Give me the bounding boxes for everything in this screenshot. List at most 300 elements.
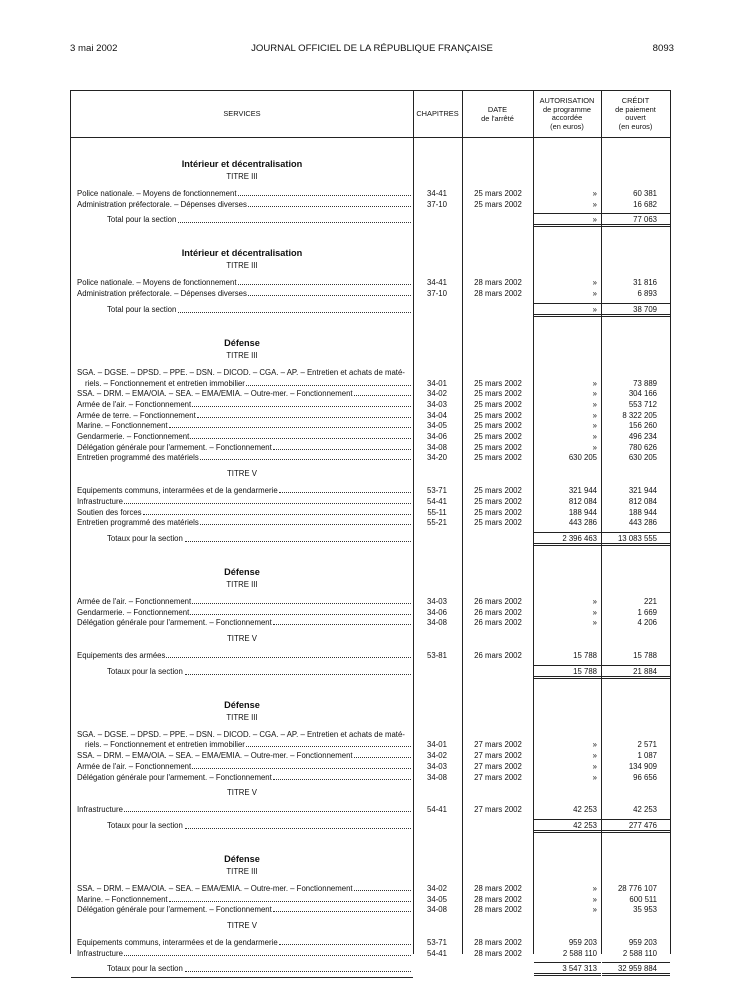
total-credit: 21 884 [633, 666, 657, 676]
service-label: Délégation générale pour l'armement. – Fonctionnement [77, 905, 272, 915]
chapitre-cell: 53-71 [427, 486, 447, 496]
table-row [71, 199, 670, 210]
table-row [71, 883, 670, 894]
dot-leader [178, 304, 411, 313]
date-cell: 28 mars 2002 [474, 948, 522, 958]
service-cell [85, 739, 411, 750]
dot-leader [200, 517, 411, 525]
date-cell: 26 mars 2002 [474, 618, 522, 628]
service-cell [77, 388, 411, 399]
titre-heading: TITRE III [226, 712, 258, 722]
total-label: Totaux pour la section [107, 533, 183, 543]
table-row [71, 277, 670, 288]
dot-leader [192, 596, 411, 604]
chapitre-cell: 34-41 [427, 189, 447, 198]
date-cell: 26 mars 2002 [474, 596, 522, 606]
date-cell: 28 mars 2002 [474, 894, 522, 904]
service-cell [77, 729, 411, 740]
total-autorisation: » [592, 215, 597, 225]
dot-leader [354, 883, 411, 891]
dot-leader [279, 485, 411, 493]
autorisation-cell: 959 203 [568, 938, 597, 947]
section-title: Défense [224, 853, 260, 864]
date-cell: 25 mars 2002 [474, 486, 522, 496]
chapitre-cell: 34-08 [427, 618, 447, 628]
service-label: Soutien des forces [77, 507, 142, 517]
chapitre-cell: 53-81 [427, 651, 447, 660]
autorisation-cell: » [592, 442, 597, 452]
col-header-date-line1: DATE [487, 105, 508, 114]
section-title: Défense [224, 337, 260, 348]
page-header [70, 43, 674, 57]
date-cell: 25 mars 2002 [474, 410, 522, 420]
service-cell [77, 288, 411, 299]
date-cell: 28 mars 2002 [474, 883, 522, 893]
date-cell: 25 mars 2002 [474, 378, 522, 388]
credit-cell: 15 788 [633, 651, 657, 660]
chapitre-cell: 54-41 [427, 805, 447, 815]
total-label: Totaux pour la section [107, 820, 183, 830]
dot-leader [238, 277, 411, 285]
service-label: Armée de l'air. – Fonctionnement [77, 761, 192, 771]
credit-cell: 188 944 [628, 507, 657, 517]
autorisation-cell: » [592, 740, 597, 750]
service-cell [77, 804, 411, 815]
total-rule [602, 962, 670, 976]
service-label: riels. – Fonctionnement et entretien immobilier [85, 378, 245, 388]
service-label: Gendarmerie. – Fonctionnement [77, 607, 190, 617]
date-cell: 25 mars 2002 [474, 453, 522, 463]
titre-heading: TITRE V [227, 921, 257, 930]
credit-cell: 304 166 [628, 389, 657, 399]
titre-heading: TITRE III [226, 172, 258, 181]
autorisation-cell: » [592, 378, 597, 388]
dot-leader [169, 894, 411, 902]
service-label: Délégation générale pour l'armement. – Fonctionnement [77, 442, 272, 452]
dot-leader [246, 739, 411, 747]
col-header-autorisation-line4: (en euros) [550, 121, 584, 131]
chapitre-cell: 54-41 [427, 948, 447, 958]
chapitre-cell: 34-02 [427, 389, 447, 399]
service-cell [77, 399, 411, 410]
table-row [71, 452, 670, 463]
dot-leader [178, 214, 411, 223]
dot-leader [248, 288, 411, 296]
table-row [71, 485, 670, 496]
table-row [71, 188, 670, 199]
table-row [71, 894, 670, 905]
col-header-credit-line1: CRÉDIT [621, 96, 650, 105]
credit-cell: 1 669 [637, 607, 657, 617]
dot-leader [200, 452, 411, 460]
service-cell [77, 607, 411, 618]
table-row [71, 937, 670, 948]
dot-leader [124, 948, 411, 956]
table-row [71, 729, 670, 740]
date-cell: 25 mars 2002 [474, 389, 522, 399]
service-label: SGA. – DGSE. – DPSD. – PPE. – DSN. – DICOD. – CGA. – AP. – Entretien et achats de maté- [77, 729, 405, 739]
credit-cell: 321 944 [628, 486, 657, 496]
credit-cell: 31 816 [633, 278, 657, 288]
autorisation-cell: » [592, 894, 597, 904]
credit-cell: 60 381 [633, 189, 657, 198]
total-autorisation: » [592, 304, 597, 314]
table-row [71, 761, 670, 772]
titre-heading: TITRE V [227, 469, 257, 479]
service-label: Administration préfectorale. – Dépenses diverses [77, 289, 247, 299]
dot-leader [185, 963, 411, 972]
autorisation-cell: 188 944 [568, 507, 597, 517]
col-header-credit-line4: (en euros) [618, 121, 653, 131]
service-label: Armée de terre. – Fonctionnement [77, 410, 196, 420]
autorisation-cell: » [592, 389, 597, 399]
autorisation-cell: » [592, 596, 597, 606]
dot-leader [185, 666, 411, 675]
dot-leader [246, 378, 411, 386]
section-title: Intérieur et décentralisation [181, 248, 303, 259]
credit-cell: 2 571 [637, 740, 657, 750]
table-row [71, 617, 670, 628]
autorisation-cell: » [592, 278, 597, 288]
total-rule [534, 665, 601, 679]
autorisation-cell: 15 788 [573, 651, 597, 660]
total-autorisation: 3 547 313 [562, 964, 597, 974]
credit-cell: 134 909 [628, 761, 657, 771]
service-label: Police nationale. – Moyens de fonctionnement [77, 278, 237, 288]
chapitre-cell: 34-04 [427, 410, 447, 420]
dot-leader [124, 804, 411, 812]
journal-title: JOURNAL OFFICIEL DE LA RÉPUBLIQUE FRANÇAISE [251, 43, 493, 54]
section-title: Défense [224, 566, 260, 577]
autorisation-cell: » [592, 883, 597, 893]
chapitre-cell: 34-05 [427, 894, 447, 904]
table-row [71, 410, 670, 421]
service-label: SSA. – DRM. – EMA/OIA. – SEA. – EMA/EMIA. – Outre-mer. – Fonctionnement [77, 883, 353, 893]
chapitre-cell: 34-08 [427, 905, 447, 915]
credit-cell: 443 286 [628, 518, 657, 528]
dot-leader [273, 904, 411, 912]
total-autorisation: 15 788 [573, 666, 597, 676]
titre-heading: TITRE III [226, 261, 258, 271]
dot-leader [273, 442, 411, 450]
autorisation-cell: » [592, 618, 597, 628]
service-label: Infrastructure [77, 948, 123, 958]
col-header-credit-line2: de paiement [615, 104, 656, 114]
service-cell [77, 937, 411, 948]
service-cell [77, 772, 411, 783]
dot-leader [197, 410, 411, 418]
chapitre-cell: 34-02 [427, 883, 447, 893]
col-header-autorisation-line2: de programme [542, 104, 592, 114]
table-row [71, 904, 670, 915]
total-credit: 77 063 [633, 215, 657, 225]
page-number: 8093 [652, 43, 674, 54]
table-row [71, 496, 670, 507]
service-label: Police nationale. – Moyens de fonctionnement [77, 189, 237, 198]
table-row [71, 607, 670, 618]
date-cell: 28 mars 2002 [474, 278, 522, 288]
date-cell: 27 mars 2002 [474, 751, 522, 761]
service-cell [77, 199, 411, 210]
dot-leader [273, 772, 411, 780]
total-rule [602, 819, 670, 833]
date-cell: 27 mars 2002 [474, 761, 522, 771]
autorisation-cell: » [592, 905, 597, 915]
autorisation-cell: 321 944 [568, 486, 597, 496]
chapitre-cell: 55-11 [427, 507, 447, 517]
total-rule [602, 532, 670, 546]
date-cell: 26 mars 2002 [474, 651, 522, 660]
dot-leader [354, 750, 411, 758]
service-label: SSA. – DRM. – EMA/OIA. – SEA. – EMA/EMIA. – Outre-mer. – Fonctionnement [77, 389, 353, 399]
credit-cell: 73 889 [633, 378, 657, 388]
service-label: Gendarmerie. – Fonctionnement [77, 432, 190, 441]
total-credit: 38 709 [633, 304, 657, 314]
col-header-credit-line3: ouvert [625, 113, 646, 123]
col-header-autorisation-line1: AUTORISATION [539, 96, 595, 105]
total-rule [602, 303, 670, 317]
service-cell [77, 894, 411, 905]
table-row [71, 367, 670, 378]
credit-cell: 156 260 [628, 421, 657, 431]
dot-leader [192, 761, 411, 769]
service-cell [77, 431, 411, 442]
total-credit: 32 959 884 [617, 964, 657, 974]
chapitre-cell: 34-01 [427, 740, 447, 750]
total-label-cell [107, 666, 411, 678]
total-label-cell [107, 304, 411, 316]
service-label: Equipements communs, interarmées et de la gendarmerie [77, 486, 278, 496]
table-row [71, 420, 670, 431]
service-cell [77, 485, 411, 496]
autorisation-cell: » [592, 399, 597, 409]
date-cell: 27 mars 2002 [474, 740, 522, 750]
chapitre-cell: 34-20 [427, 453, 447, 463]
date-cell: 27 mars 2002 [474, 805, 522, 815]
date-cell: 25 mars 2002 [474, 199, 522, 209]
credit-cell: 496 234 [628, 432, 657, 441]
table-row [71, 772, 670, 783]
service-cell [77, 617, 411, 628]
dot-leader [354, 388, 411, 396]
service-label: Délégation générale pour l'armement. – Fonctionnement [77, 772, 272, 782]
service-cell [77, 750, 411, 761]
table-row [71, 431, 670, 442]
chapitre-cell: 34-06 [427, 432, 447, 441]
credit-cell: 812 084 [628, 496, 657, 506]
total-label: Totaux pour la section [107, 964, 183, 974]
credit-cell: 16 682 [633, 199, 657, 209]
autorisation-cell: » [592, 289, 597, 299]
chapitre-cell: 34-02 [427, 751, 447, 761]
service-cell [77, 367, 411, 378]
total-label-cell [107, 214, 411, 226]
dot-leader [143, 507, 411, 515]
col-header-services: SERVICES [223, 109, 261, 118]
date-cell: 28 mars 2002 [474, 938, 522, 947]
service-cell [77, 596, 411, 607]
service-label: SSA. – DRM. – EMA/OIA. – SEA. – EMA/EMIA. – Outre-mer. – Fonctionnement [77, 751, 353, 761]
table-row [71, 388, 670, 399]
date-cell: 26 mars 2002 [474, 607, 522, 617]
col-header-credit [601, 97, 670, 131]
date-cell: 25 mars 2002 [474, 507, 522, 517]
service-label: SGA. – DGSE. – DPSD. – PPE. – DSN. – DICOD. – CGA. – AP. – Entretien et achats de maté- [77, 367, 405, 377]
titre-heading: TITRE III [226, 579, 258, 589]
chapitre-cell: 55-21 [427, 518, 447, 528]
autorisation-cell: » [592, 410, 597, 420]
credit-cell: 780 626 [628, 442, 657, 452]
chapitre-cell: 34-08 [427, 442, 447, 452]
service-cell [77, 410, 411, 421]
dot-leader [169, 420, 411, 428]
service-label: Equipements des armées [77, 651, 166, 660]
autorisation-cell: 42 253 [573, 805, 597, 815]
service-label: Armée de l'air. – Fonctionnement [77, 399, 192, 409]
date-cell: 25 mars 2002 [474, 518, 522, 528]
autorisation-cell: » [592, 772, 597, 782]
col-header-date-line2: de l'arrêté [481, 113, 514, 123]
credit-cell: 630 205 [628, 453, 657, 463]
dot-leader [190, 607, 411, 615]
credit-cell: 553 712 [628, 399, 657, 409]
service-cell [77, 188, 411, 199]
credit-cell: 4 206 [637, 618, 657, 628]
total-label-cell [107, 963, 411, 975]
service-cell [77, 507, 411, 518]
autorisation-cell: » [592, 421, 597, 431]
credit-cell: 2 588 110 [622, 948, 657, 958]
col-header-date [462, 106, 533, 123]
credit-cell: 96 656 [633, 772, 657, 782]
dot-leader [185, 820, 411, 829]
dot-leader [238, 188, 411, 196]
table-row [71, 804, 670, 815]
total-rule [602, 213, 670, 227]
dot-leader [166, 650, 411, 658]
service-label: Equipements communs, interarmées et de la gendarmerie [77, 938, 278, 947]
chapitre-cell: 53-71 [427, 938, 447, 947]
service-label: Marine. – Fonctionnement [77, 894, 168, 904]
titre-heading: TITRE III [226, 350, 258, 360]
credit-cell: 959 203 [628, 938, 657, 947]
service-label: Armée de l'air. – Fonctionnement [77, 596, 192, 606]
total-label: Total pour la section [107, 304, 177, 314]
date-cell: 25 mars 2002 [474, 421, 522, 431]
total-label: Total pour la section [107, 215, 177, 225]
chapitre-cell: 34-03 [427, 399, 447, 409]
autorisation-cell: » [592, 432, 597, 441]
chapitre-cell: 37-10 [427, 199, 447, 209]
date-cell: 25 mars 2002 [474, 496, 522, 506]
table-row [71, 650, 670, 661]
total-rule [602, 665, 670, 679]
col-header-chapitres: CHAPITRES [416, 109, 459, 118]
service-label: riels. – Fonctionnement et entretien immobilier [85, 740, 245, 750]
date-cell: 25 mars 2002 [474, 189, 522, 198]
total-label-cell [107, 533, 411, 545]
service-cell [85, 378, 411, 389]
total-rule [534, 303, 601, 317]
dot-leader [279, 937, 411, 945]
autorisation-cell: 443 286 [568, 518, 597, 528]
service-cell [77, 904, 411, 915]
table-row [71, 596, 670, 607]
credit-cell: 28 776 107 [617, 883, 657, 893]
chapitre-cell: 34-05 [427, 421, 447, 431]
service-cell [77, 452, 411, 463]
service-label: Entretien programmé des matériels [77, 518, 199, 528]
total-rule [534, 962, 601, 976]
service-cell [77, 517, 411, 528]
service-label: Délégation générale pour l'armement. – Fonctionnement [77, 618, 272, 628]
date-cell: 28 mars 2002 [474, 905, 522, 915]
service-cell [77, 761, 411, 772]
total-rule [534, 213, 601, 227]
titre-heading: TITRE V [227, 788, 257, 798]
chapitre-cell: 34-41 [427, 278, 447, 288]
service-label: Infrastructure [77, 496, 123, 506]
date-cell: 25 mars 2002 [474, 399, 522, 409]
col-header-autorisation [533, 97, 601, 131]
chapitre-cell: 34-03 [427, 596, 447, 606]
header-rule [71, 137, 670, 138]
credit-cell: 600 511 [629, 894, 657, 904]
dot-leader [248, 199, 411, 207]
total-autorisation: 2 396 463 [562, 533, 597, 543]
total-rule [534, 532, 601, 546]
table-row [71, 517, 670, 528]
service-cell [77, 650, 411, 661]
autorisation-cell: » [592, 751, 597, 761]
table-row [71, 739, 670, 750]
table-row [71, 948, 670, 959]
total-label-cell [107, 820, 411, 832]
service-cell [77, 948, 411, 959]
section-title: Défense [224, 699, 260, 710]
table-row [71, 378, 670, 389]
service-cell [77, 277, 411, 288]
total-label: Totaux pour la section [107, 666, 183, 676]
dot-leader [192, 399, 411, 407]
service-cell [77, 883, 411, 894]
total-credit: 277 476 [628, 820, 657, 830]
service-cell [77, 442, 411, 453]
chapitre-cell: 37-10 [427, 289, 447, 299]
table-row [71, 399, 670, 410]
autorisation-cell: » [592, 199, 597, 209]
dot-leader [185, 533, 411, 542]
dot-leader [190, 431, 411, 439]
dot-leader [273, 617, 411, 625]
table-row [71, 442, 670, 453]
service-label: Administration préfectorale. – Dépenses diverses [77, 199, 247, 209]
col-header-autorisation-line3: accordée [551, 113, 583, 123]
service-label: Infrastructure [77, 805, 123, 815]
autorisation-cell: 630 205 [568, 453, 597, 463]
credits-table [70, 90, 671, 974]
service-cell [77, 420, 411, 431]
chapitre-cell: 34-01 [427, 378, 447, 388]
chapitre-cell: 34-03 [427, 761, 447, 771]
dot-leader [124, 496, 411, 504]
credit-cell: 1 087 [637, 751, 657, 761]
credit-cell: 221 [643, 596, 657, 606]
table-row [71, 507, 670, 518]
chapitre-cell: 34-08 [427, 772, 447, 782]
date-cell: 25 mars 2002 [474, 432, 522, 441]
section-title: Intérieur et décentralisation [181, 159, 303, 169]
